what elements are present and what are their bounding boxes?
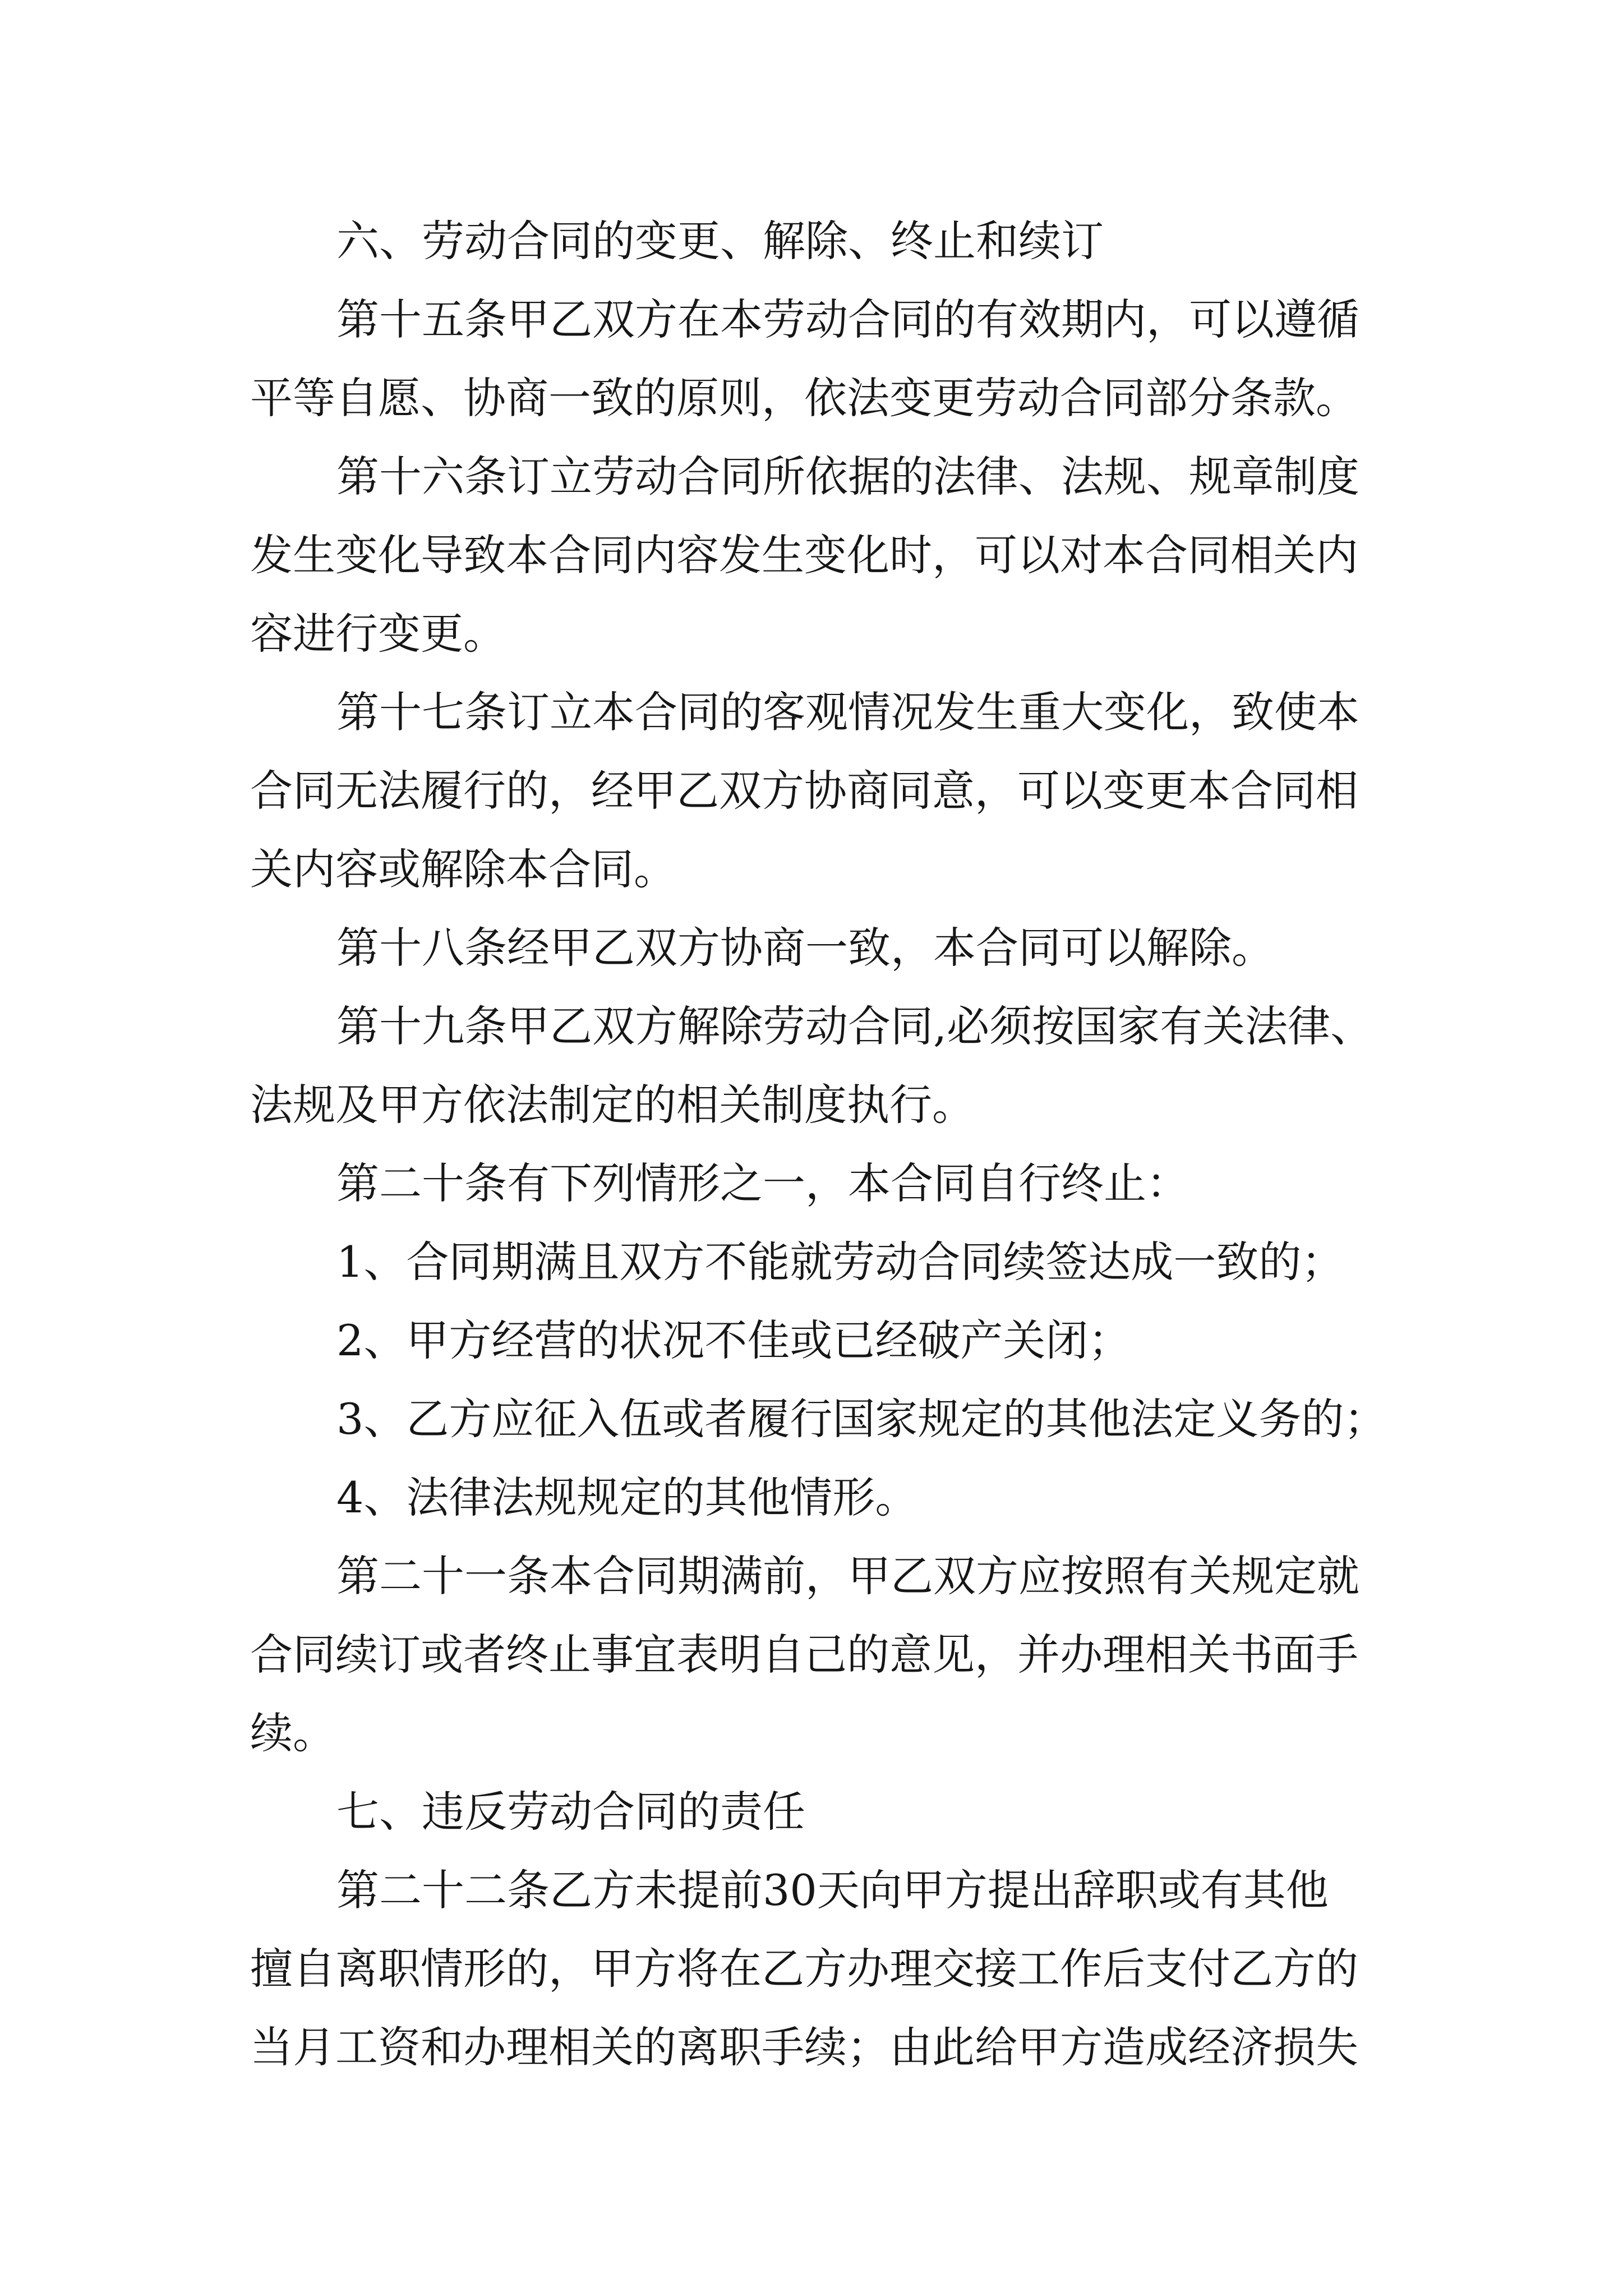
section-heading-7: 七、违反劳动合同的责任 [336,1787,805,1837]
text-line: 关内容或解除本合同。 [250,844,676,894]
text-line: 第二十一条本合同期满前，甲乙双方应按照有关规定就 [336,1551,1359,1601]
text-line: 第十七条订立本合同的客观情况发生重大变化，致使本 [336,687,1359,737]
list-item: 2、甲方经营的状况不佳或已经破产关闭； [336,1315,1131,1365]
text-line: 法规及甲方依法制定的相关制度执行。 [250,1080,975,1130]
text-line: 平等自愿、协商一致的原则，依法变更劳动合同部分条款。 [250,373,1358,423]
text-line: 合同续订或者终止事宜表明自己的意见，并办理相关书面手 [250,1630,1358,1680]
list-item: 4、法律法规规定的其他情形。 [336,1473,918,1522]
text-line: 擅自离职情形的，甲方将在乙方办理交接工作后支付乙方的 [250,1944,1358,1994]
text-line: 第十八条经甲乙双方协商一致，本合同可以解除。 [336,923,1274,973]
list-item: 3、乙方应征入伍或者履行国家规定的其他法定义务的； [336,1394,1387,1444]
section-heading-6: 六、劳动合同的变更、解除、终止和续订 [336,216,1104,266]
text-line: 第十五条甲乙双方在本劳动合同的有效期内，可以遵循 [336,295,1359,344]
text-line: 容进行变更。 [250,609,506,659]
text-line: 第二十二条乙方未提前30天向甲方提出辞职或有其他 [336,1865,1329,1915]
text-line: 第十九条甲乙双方解除劳动合同,必须按国家有关法律、 [336,1001,1373,1051]
text-line: 当月工资和办理相关的离职手续；由此给甲方造成经济损失 [250,2022,1358,2072]
text-line: 第十六条订立劳动合同所依据的法律、法规、规章制度 [336,452,1359,501]
text-line: 第二十条有下列情形之一，本合同自行终止： [336,1158,1189,1208]
text-line: 发生变化导致本合同内容发生变化时，可以对本合同相关内 [250,530,1358,580]
text-line: 续。 [250,1708,335,1758]
text-line: 合同无法履行的，经甲乙双方协商同意，可以变更本合同相 [250,766,1358,816]
list-item: 1、合同期满且双方不能就劳动合同续签达成一致的； [336,1237,1344,1287]
